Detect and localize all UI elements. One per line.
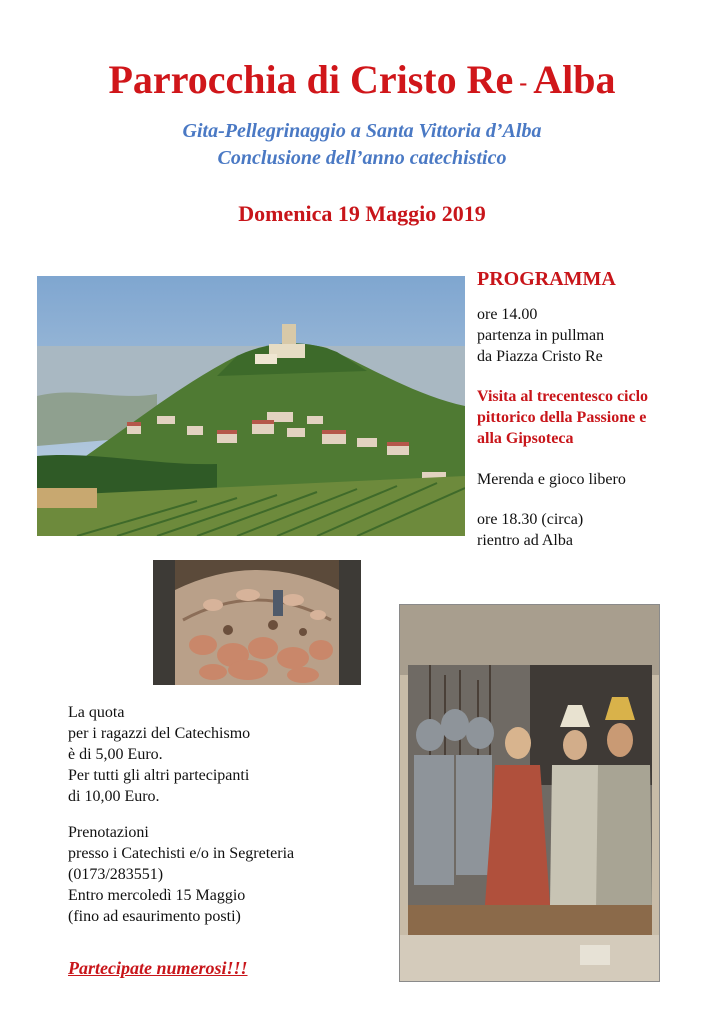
booking-note: (fino ad esaurimento posti) [68, 908, 241, 925]
fee-line-3: è di 5,00 Euro. [68, 746, 163, 763]
fees-section [68, 702, 250, 807]
event-date: Domenica 19 Maggio 2019 [238, 201, 486, 226]
booking-section [68, 822, 294, 927]
booking-line-1: Prenotazioni [68, 824, 149, 841]
fee-line-2: per i ragazzi del Catechismo [68, 725, 251, 742]
fresco-judgment-image [153, 560, 361, 685]
subtitle-line-1: Gita-Pellegrinaggio a Santa Vittoria d’Alba [182, 120, 542, 142]
page-title [0, 56, 724, 103]
subtitle-line-2: Conclusione dell’anno catechistico [217, 147, 507, 169]
title-main: Parrocchia di Cristo Re [108, 57, 514, 102]
title-dash: - [519, 70, 528, 97]
visit-line-3: alla Gipsoteca [477, 430, 574, 447]
departure-time: ore 14.00 [477, 306, 538, 323]
call-to-action: Partecipate numerosi!!! [68, 958, 248, 978]
return-text: rientro ad Alba [477, 532, 573, 549]
landscape-photo [37, 276, 465, 536]
program-departure [477, 304, 604, 367]
program-visit [477, 386, 648, 449]
departure-place: da Piazza Cristo Re [477, 348, 603, 365]
booking-phone: (0173/283551) [68, 866, 164, 883]
departure-text: partenza in pullman [477, 327, 605, 344]
fee-line-1: La quota [68, 704, 125, 721]
title-city: Alba [533, 57, 616, 102]
return-time: ore 18.30 (circa) [477, 511, 584, 528]
program-snack: Merenda e gioco libero [477, 471, 626, 488]
fee-line-4: Per tutti gli altri partecipanti [68, 767, 250, 784]
visit-line-1: Visita al trecentesco ciclo [477, 388, 649, 405]
booking-deadline: Entro mercoledì 15 Maggio [68, 887, 246, 904]
booking-line-2: presso i Catechisti e/o in Segreteria [68, 845, 295, 862]
fee-line-5: di 10,00 Euro. [68, 788, 160, 805]
fresco-passion-image [399, 604, 660, 982]
program-heading: PROGRAMMA [477, 268, 616, 290]
program-return [477, 509, 583, 551]
visit-line-2: pittorico della Passione e [477, 409, 647, 426]
